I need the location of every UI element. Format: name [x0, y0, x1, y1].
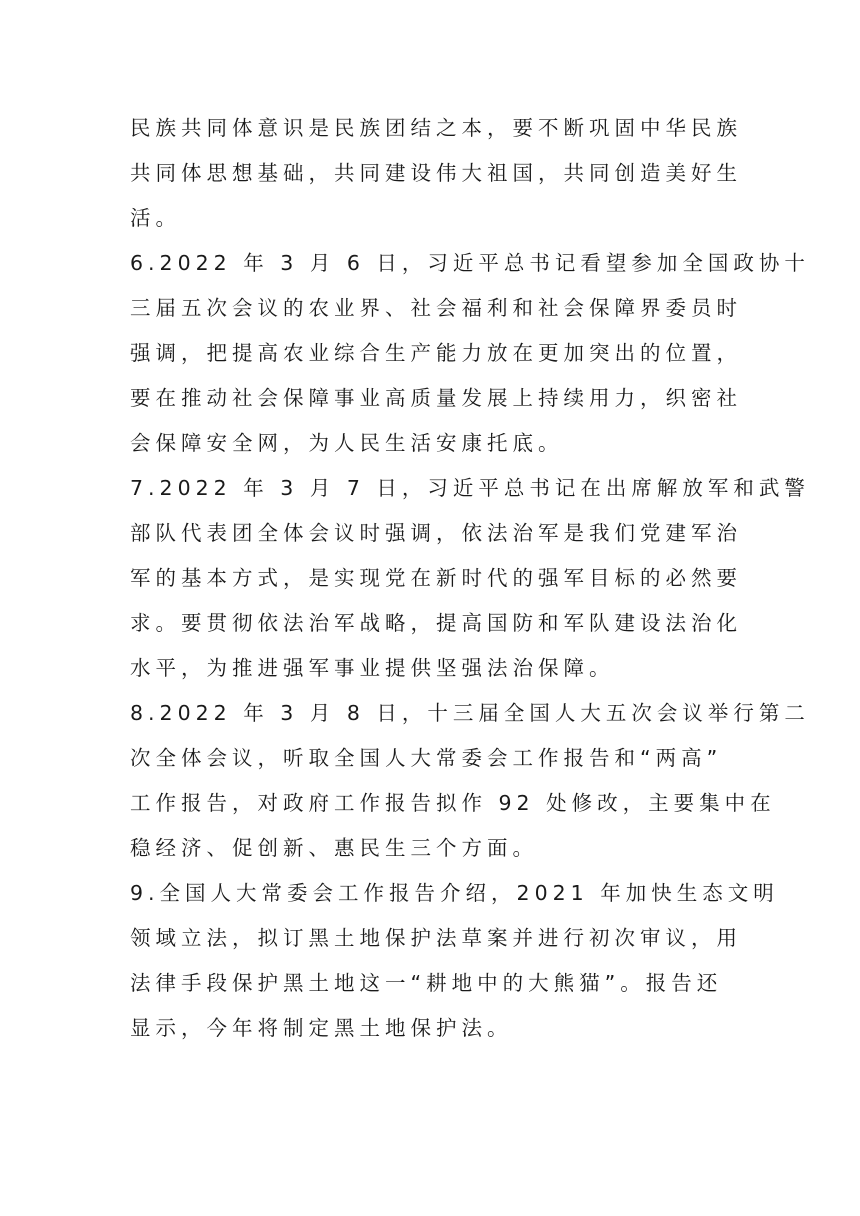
text-line: 军的基本方式，是实现党在新时代的强军目标的必然要 — [130, 566, 742, 590]
text-line: 水平，为推进强军事业提供坚强法治保障。 — [130, 656, 615, 680]
text-line: 部队代表团全体会议时强调，依法治军是我们党建军治 — [130, 521, 742, 545]
text-line: 9.全国人大常委会工作报告介绍，2021 年加快生态文明 — [130, 881, 779, 905]
text-line: 法律手段保护黑土地这一“耕地中的大熊猫”。报告还 — [130, 971, 723, 995]
text-line: 强调，把提高农业综合生产能力放在更加突出的位置， — [130, 341, 742, 365]
text-line: 次全体会议，听取全国人大常委会工作报告和“两高” — [130, 746, 723, 770]
document-body — [130, 106, 810, 1051]
text-line: 领域立法，拟订黑土地保护法草案并进行初次审议，用 — [130, 926, 742, 950]
text-line: 民族共同体意识是民族团结之本，要不断巩固中华民族 — [130, 116, 742, 140]
text-line: 7.2022 年 3 月 7 日，习近平总书记在出席解放军和武警 — [130, 476, 810, 500]
text-line: 求。要贯彻依法治军战略，提高国防和军队建设法治化 — [130, 611, 742, 635]
text-line: 三届五次会议的农业界、社会福利和社会保障界委员时 — [130, 296, 742, 320]
text-line: 工作报告，对政府工作报告拟作 92 处修改，主要集中在 — [130, 791, 776, 815]
text-line: 要在推动社会保障事业高质量发展上持续用力，织密社 — [130, 386, 742, 410]
text-line: 稳经济、促创新、惠民生三个方面。 — [130, 836, 538, 860]
text-line: 活。 — [130, 206, 181, 230]
text-line: 会保障安全网，为人民生活安康托底。 — [130, 431, 564, 455]
text-line: 6.2022 年 3 月 6 日，习近平总书记看望参加全国政协十 — [130, 251, 810, 275]
text-line: 共同体思想基础，共同建设伟大祖国，共同创造美好生 — [130, 161, 742, 185]
text-line: 8.2022 年 3 月 8 日，十三届全国人大五次会议举行第二 — [130, 701, 810, 725]
text-line: 显示，今年将制定黑土地保护法。 — [130, 1016, 513, 1040]
